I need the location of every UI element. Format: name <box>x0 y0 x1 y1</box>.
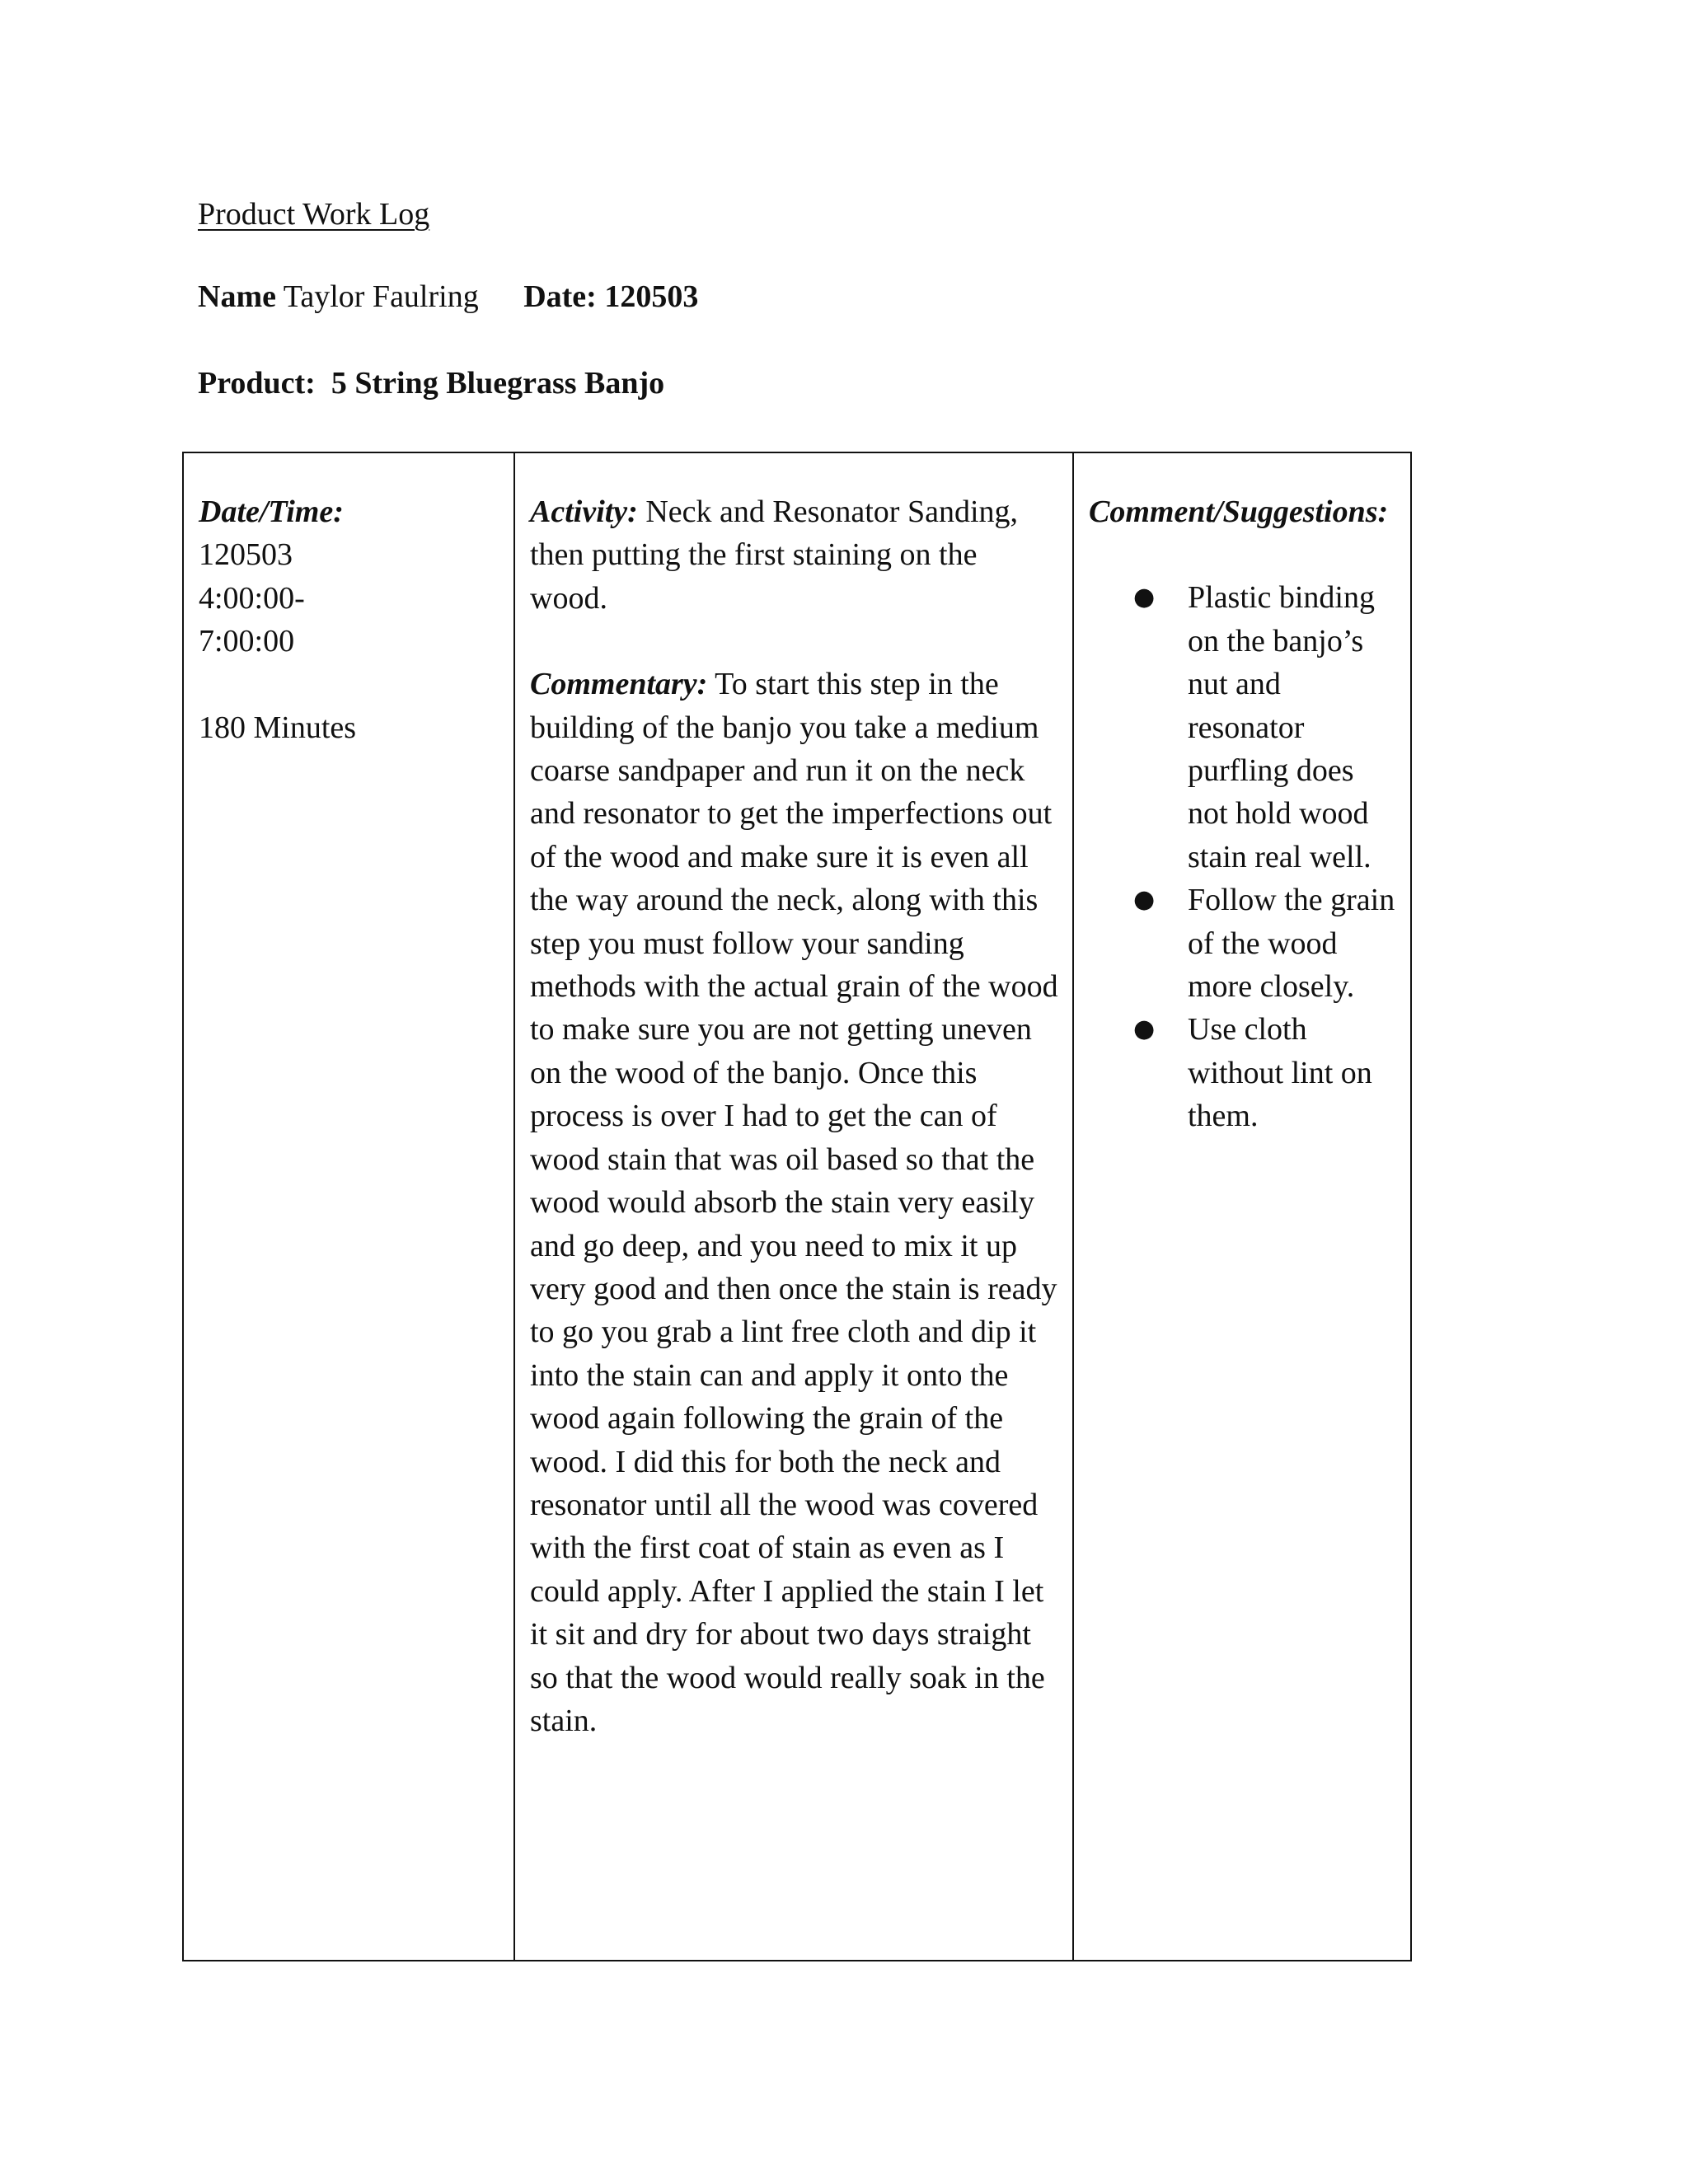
log-date: 120503 <box>199 537 293 573</box>
list-item <box>1089 1008 1397 1137</box>
table-row <box>183 452 1411 1961</box>
activity-text: Neck and Resonator Sanding, then putting the first staining on the wood. <box>530 494 1019 616</box>
product-label: Product: <box>198 366 316 401</box>
date-time-label: Date/Time: <box>199 494 344 529</box>
activity-cell <box>514 452 1073 1961</box>
bullet-icon: ● <box>1133 1015 1156 1044</box>
log-duration: 180 Minutes <box>199 710 357 745</box>
list-item <box>1089 576 1397 879</box>
product-value: 5 String Bluegrass Banjo <box>331 366 665 401</box>
log-time-end: 7:00:00 <box>199 624 295 659</box>
log-time-start: 4:00:00- <box>199 580 305 616</box>
name-date-line <box>198 279 698 316</box>
name-label: Name <box>198 279 276 314</box>
activity-label: Activity: <box>530 494 638 529</box>
product-line <box>198 365 664 403</box>
bullet-icon: ● <box>1133 583 1156 612</box>
commentary-text: To start this step in the building of the banjo you take a medium coarse sandpaper and run it on the neck and resonator to get the imperfections out of the wood and make sure it is even all the way around the neck, along with this step you must follow your sanding methods with the actual grain of the wood to make sure you are not getting uneven on the wood of the banjo. Once this process is over I had to get the can of wood stain that was oil based so that the wood would absorb the stain very easily and go deep, and you need to mix it up very good and then once the stain is ready to go you grab a lint free cloth and dip it into the stain can and apply it onto the wood again following the grain of the wood. I did this for both the neck and resonator until all the wood was covered with the first coat of stain as even as I could apply. After I applied the stain I let it sit and dry for about two days straight so that the wood would really soak in the stain. <box>530 667 1058 1738</box>
work-log-table <box>182 452 1412 1961</box>
suggestion-list <box>1089 576 1397 1137</box>
activity-paragraph <box>530 490 1059 620</box>
comments-label: Comment/Suggestions: <box>1089 494 1389 529</box>
date-value: 120503 <box>604 279 699 314</box>
suggestion-text: Follow the grain of the wood more closely. <box>1188 883 1395 1005</box>
name-value: Taylor Faulring <box>283 279 479 314</box>
bullet-icon: ● <box>1133 885 1156 915</box>
date-label: Date: <box>523 279 597 314</box>
comments-cell <box>1073 452 1411 1961</box>
commentary-paragraph <box>530 663 1059 1742</box>
suggestion-text: Use cloth without lint on them. <box>1188 1012 1372 1134</box>
date-time-cell <box>183 452 514 1961</box>
suggestion-text: Plastic binding on the banjo’s nut and resonator purfling does not hold wood stain real well. <box>1188 580 1375 874</box>
list-item <box>1089 879 1397 1008</box>
page-title: Product Work Log <box>198 197 430 232</box>
commentary-label: Commentary: <box>530 667 708 702</box>
